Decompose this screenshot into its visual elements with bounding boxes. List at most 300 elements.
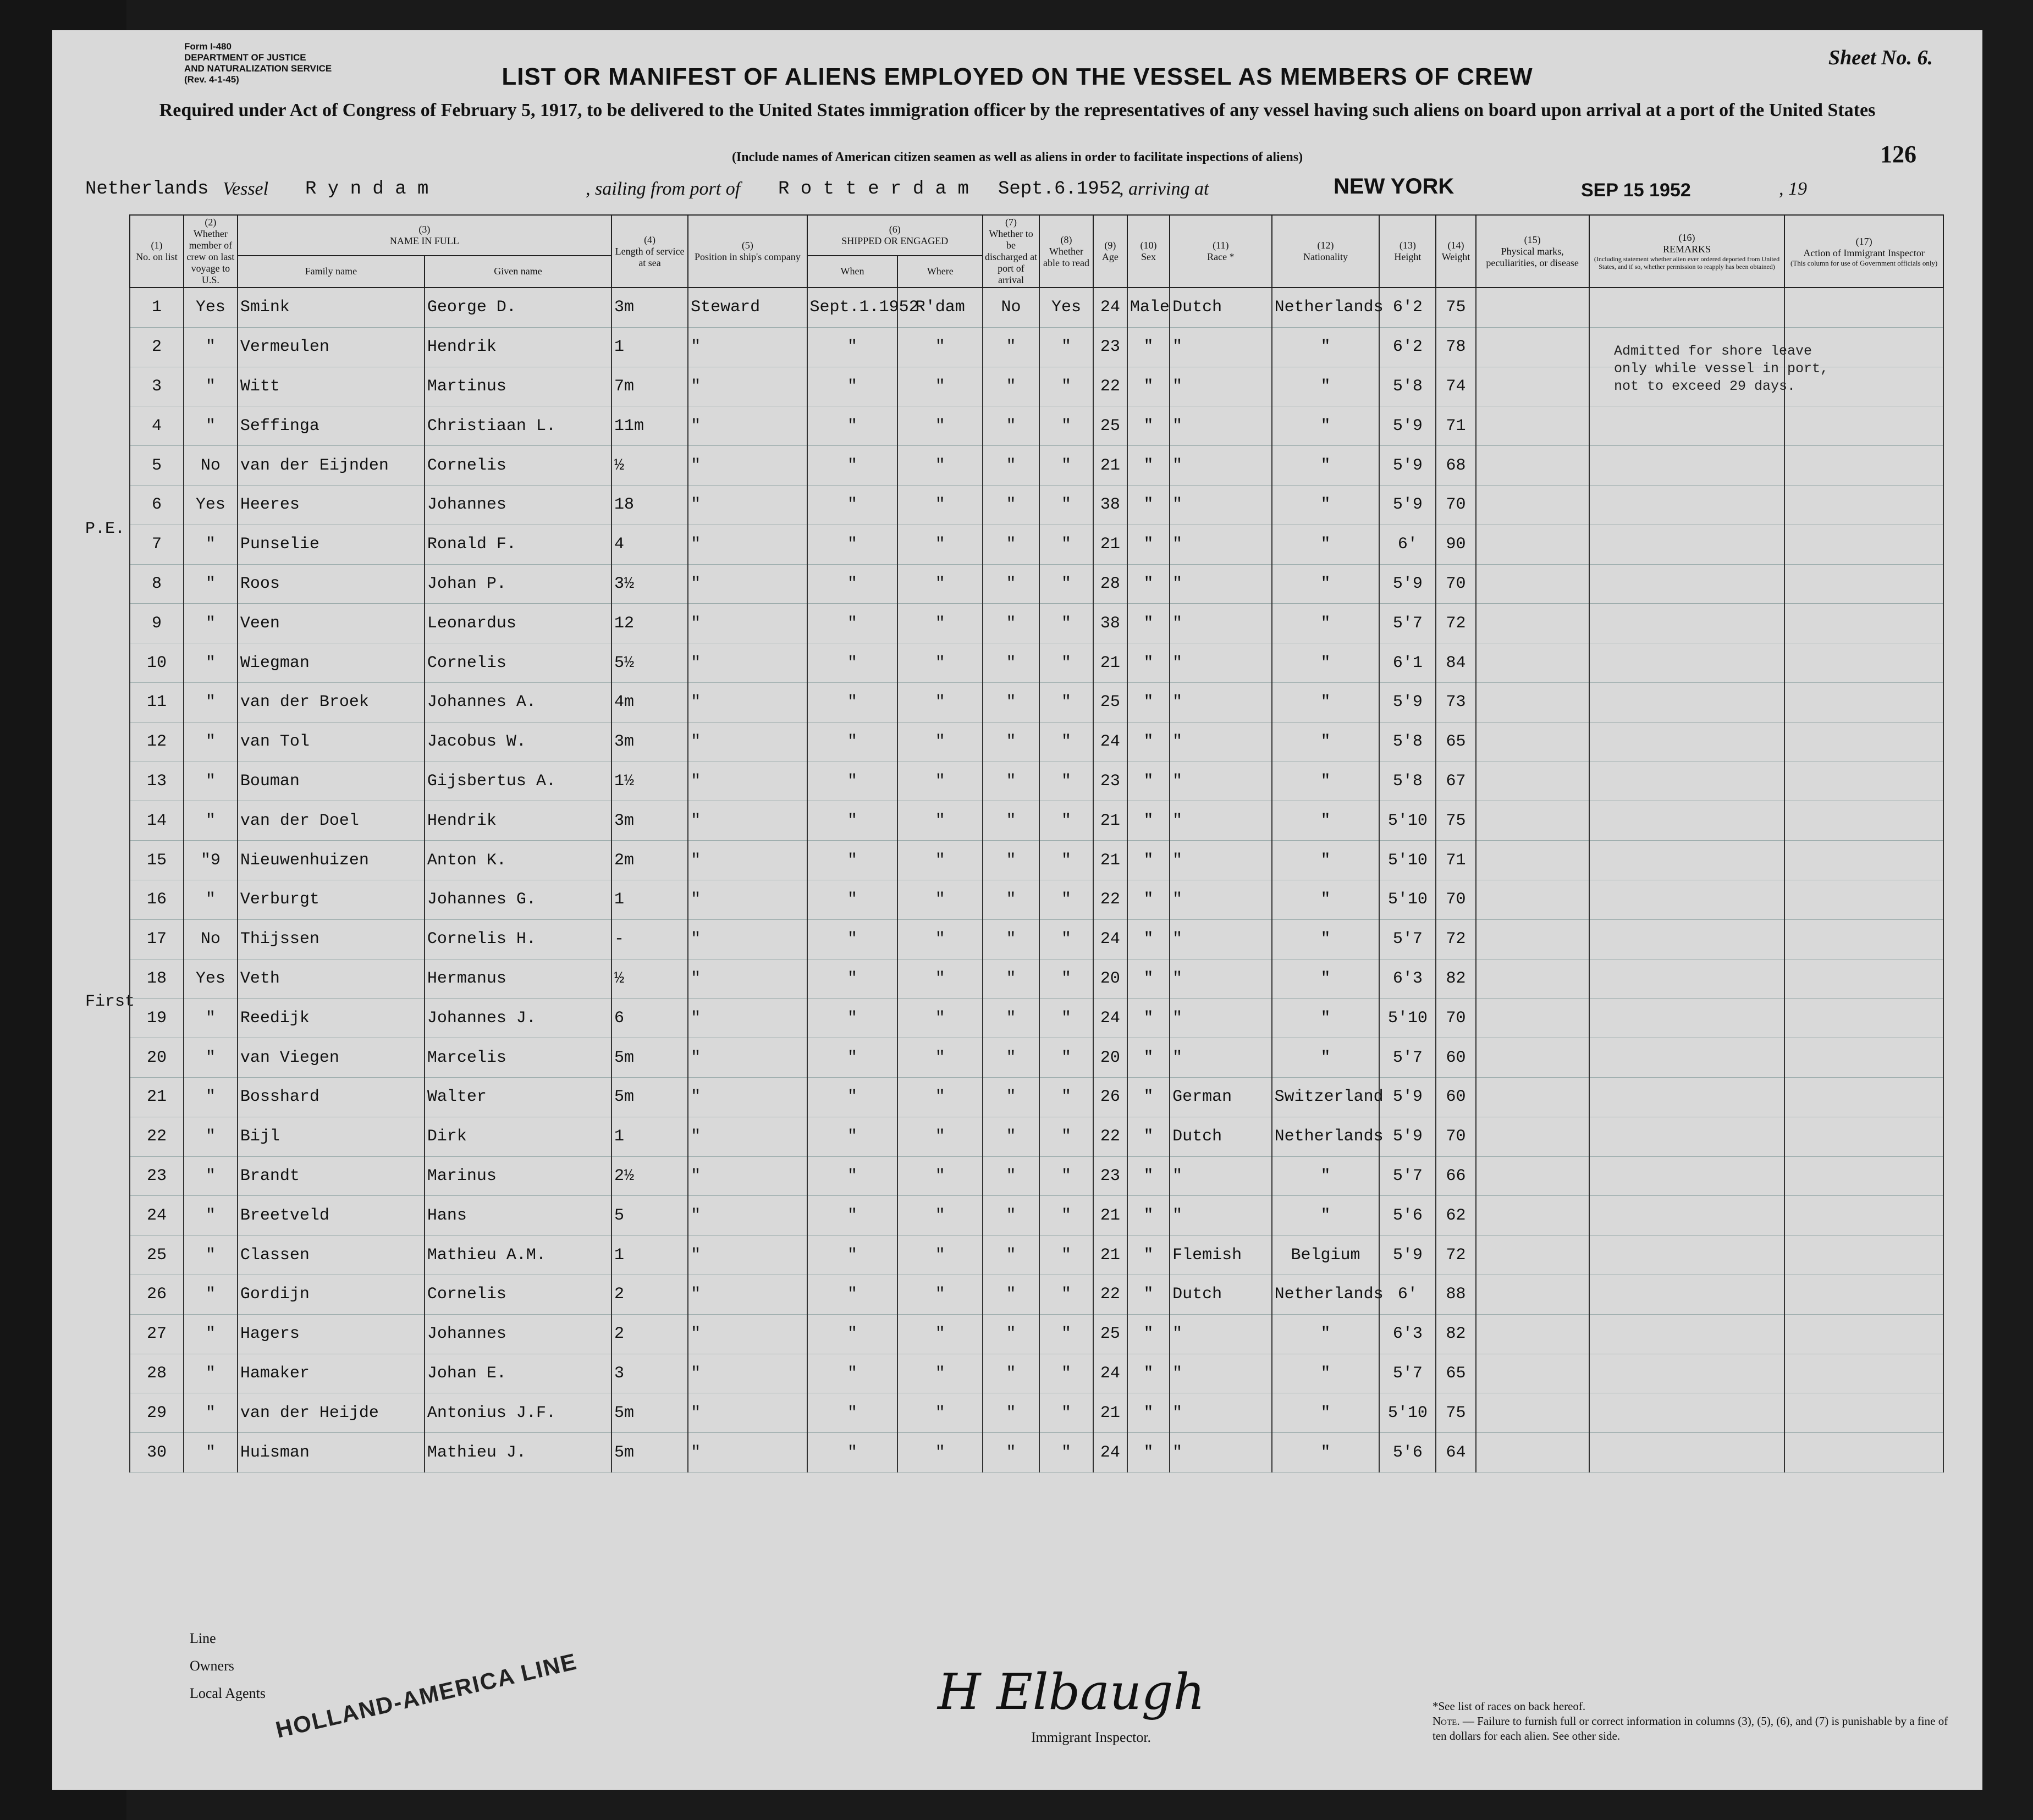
previous-voyage-cell: ": [184, 1236, 238, 1275]
table-row: [130, 1275, 1943, 1314]
table-row: [130, 643, 1943, 683]
discharged-cell: ": [983, 880, 1039, 919]
previous-voyage-cell: ": [184, 1393, 238, 1433]
nationality-cell: Belgium: [1272, 1236, 1380, 1275]
sex-cell: ": [1127, 643, 1170, 683]
given-name-cell: Mathieu A.M.: [425, 1236, 611, 1275]
able-to-read-cell: ": [1039, 1156, 1093, 1196]
race-cell: ": [1170, 722, 1272, 762]
nationality-cell: ": [1272, 880, 1380, 919]
physical-marks-cell: [1476, 1275, 1589, 1314]
year-label: , 19: [1779, 179, 1807, 199]
weight-cell: 88: [1436, 1275, 1475, 1314]
able-to-read-cell: ": [1039, 1393, 1093, 1433]
race-cell: ": [1170, 682, 1272, 722]
row-number-cell: 2: [130, 327, 184, 367]
given-name-cell: Christiaan L.: [425, 406, 611, 446]
able-to-read-cell: ": [1039, 841, 1093, 880]
given-name-cell: Antonius J.F.: [425, 1393, 611, 1433]
age-cell: 23: [1093, 1156, 1127, 1196]
remarks-cell: [1589, 1433, 1785, 1472]
sex-cell: ": [1127, 1156, 1170, 1196]
col-header-remarks: (16) REMARKS (Including statement whether alien ever ordered deported from United States, and if so, whether permission to reapply has been obtained): [1589, 215, 1785, 288]
shipped-when-cell: ": [807, 1117, 898, 1156]
previous-voyage-cell: "9: [184, 841, 238, 880]
col-header-family-name: Family name: [238, 256, 425, 288]
sex-cell: ": [1127, 1354, 1170, 1393]
nationality-cell: ": [1272, 959, 1380, 999]
given-name-cell: Anton K.: [425, 841, 611, 880]
table-row: [130, 1354, 1943, 1393]
race-cell: ": [1170, 643, 1272, 683]
remarks-cell: [1589, 525, 1785, 564]
given-name-cell: Cornelis: [425, 643, 611, 683]
nationality-cell: ": [1272, 1354, 1380, 1393]
given-name-cell: Johan E.: [425, 1354, 611, 1393]
sheet-label: Sheet No.: [1828, 46, 1912, 69]
crew-rows: [130, 288, 1943, 1472]
position-cell: ": [688, 801, 807, 841]
row-number-cell: 28: [130, 1354, 184, 1393]
able-to-read-cell: ": [1039, 604, 1093, 643]
shipped-where-cell: ": [897, 919, 983, 959]
height-cell: 5'7: [1379, 604, 1436, 643]
table-row: [130, 722, 1943, 762]
penalty-note: Note. — Failure to furnish full or correct information in columns (3), (5), (6), and (7) is punishable by a fine of ten dollars for each alien. See other side.: [1433, 1714, 1948, 1742]
position-cell: ": [688, 841, 807, 880]
remarks-cell: [1589, 288, 1785, 327]
inspector-action-cell: [1784, 959, 1943, 999]
inspector-action-cell: [1784, 1117, 1943, 1156]
inspector-action-cell: [1784, 1393, 1943, 1433]
remarks-cell: [1589, 1156, 1785, 1196]
discharged-cell: ": [983, 1393, 1039, 1433]
previous-voyage-cell: No: [184, 446, 238, 486]
previous-voyage-cell: ": [184, 643, 238, 683]
position-cell: ": [688, 446, 807, 486]
physical-marks-cell: [1476, 1354, 1589, 1393]
row-number-cell: 1: [130, 288, 184, 327]
service-length-cell: 2: [611, 1275, 688, 1314]
age-cell: 24: [1093, 1433, 1127, 1472]
position-cell: ": [688, 327, 807, 367]
discharged-cell: ": [983, 1236, 1039, 1275]
height-cell: 6': [1379, 525, 1436, 564]
row-number-cell: 16: [130, 880, 184, 919]
row-number-cell: 17: [130, 919, 184, 959]
age-cell: 28: [1093, 564, 1127, 604]
inspector-action-cell: [1784, 1275, 1943, 1314]
remarks-cell: [1589, 1393, 1785, 1433]
table-row: [130, 1236, 1943, 1275]
shipped-when-cell: ": [807, 722, 898, 762]
discharged-cell: ": [983, 1038, 1039, 1078]
table-row: [130, 525, 1943, 564]
given-name-cell: Johannes: [425, 1314, 611, 1354]
family-name-cell: Vermeulen: [238, 327, 425, 367]
nationality-cell: ": [1272, 485, 1380, 525]
weight-cell: 66: [1436, 1156, 1475, 1196]
physical-marks-cell: [1476, 327, 1589, 367]
discharged-cell: ": [983, 1077, 1039, 1117]
inspector-action-cell: [1784, 446, 1943, 486]
position-cell: ": [688, 1156, 807, 1196]
remarks-cell: [1589, 604, 1785, 643]
family-name-cell: Brandt: [238, 1156, 425, 1196]
race-cell: Dutch: [1170, 1275, 1272, 1314]
sex-cell: ": [1127, 1038, 1170, 1078]
nationality-cell: ": [1272, 682, 1380, 722]
nationality-cell: ": [1272, 1196, 1380, 1236]
able-to-read-cell: ": [1039, 801, 1093, 841]
service-length-cell: 3m: [611, 288, 688, 327]
row-number-cell: 13: [130, 762, 184, 801]
discharged-cell: ": [983, 1314, 1039, 1354]
discharged-cell: ": [983, 722, 1039, 762]
shipped-when-cell: ": [807, 446, 898, 486]
race-cell: ": [1170, 564, 1272, 604]
height-cell: 5'8: [1379, 367, 1436, 406]
height-cell: 5'7: [1379, 919, 1436, 959]
col-header-given-name: Given name: [425, 256, 611, 288]
age-cell: 23: [1093, 327, 1127, 367]
remarks-cell: [1589, 1236, 1785, 1275]
height-cell: 5'9: [1379, 485, 1436, 525]
age-cell: 20: [1093, 1038, 1127, 1078]
table-row: [130, 801, 1943, 841]
given-name-cell: Johan P.: [425, 564, 611, 604]
remarks-cell: [1589, 485, 1785, 525]
shipped-where-cell: ": [897, 1433, 983, 1472]
shipped-when-cell: ": [807, 485, 898, 525]
family-name-cell: Veen: [238, 604, 425, 643]
discharged-cell: ": [983, 841, 1039, 880]
race-cell: ": [1170, 999, 1272, 1038]
height-cell: 6'3: [1379, 1314, 1436, 1354]
family-name-cell: Classen: [238, 1236, 425, 1275]
table-row: [130, 1314, 1943, 1354]
service-length-cell: 3m: [611, 722, 688, 762]
shipped-where-cell: ": [897, 722, 983, 762]
table-row: [130, 1433, 1943, 1472]
discharged-cell: ": [983, 525, 1039, 564]
nationality-cell: ": [1272, 446, 1380, 486]
previous-voyage-cell: ": [184, 1038, 238, 1078]
service-length-cell: 3: [611, 1354, 688, 1393]
col-header-physical-marks: (15) Physical marks, peculiarities, or disease: [1476, 215, 1589, 288]
physical-marks-cell: [1476, 643, 1589, 683]
table-row: [130, 682, 1943, 722]
shipped-where-cell: ": [897, 564, 983, 604]
shipped-where-cell: ": [897, 367, 983, 406]
shipped-when-cell: ": [807, 880, 898, 919]
previous-voyage-cell: ": [184, 801, 238, 841]
weight-cell: 60: [1436, 1038, 1475, 1078]
family-name-cell: Witt: [238, 367, 425, 406]
col-header-service: (4) Length of service at sea: [611, 215, 688, 288]
height-cell: 5'8: [1379, 762, 1436, 801]
race-cell: ": [1170, 1393, 1272, 1433]
sex-cell: ": [1127, 1117, 1170, 1156]
nationality-cell: Switzerland: [1272, 1077, 1380, 1117]
service-length-cell: 2: [611, 1314, 688, 1354]
inspector-action-cell: [1784, 1156, 1943, 1196]
weight-cell: 71: [1436, 841, 1475, 880]
race-cell: ": [1170, 841, 1272, 880]
remarks-cell: [1589, 682, 1785, 722]
vessel-flag: Netherlands: [85, 179, 209, 200]
weight-cell: 72: [1436, 1236, 1475, 1275]
weight-cell: 82: [1436, 1314, 1475, 1354]
col-header-race: (11) Race *: [1170, 215, 1272, 288]
col-header-inspector-action: (17) Action of Immigrant Inspector (This column for use of Government officials only): [1784, 215, 1943, 288]
position-cell: ": [688, 1354, 807, 1393]
col-header-number: (1) No. on list: [130, 215, 184, 288]
height-cell: 5'10: [1379, 801, 1436, 841]
given-name-cell: Hendrik: [425, 327, 611, 367]
age-cell: 21: [1093, 446, 1127, 486]
previous-voyage-cell: ": [184, 1117, 238, 1156]
height-cell: 5'7: [1379, 1038, 1436, 1078]
given-name-cell: Hermanus: [425, 959, 611, 999]
previous-voyage-cell: ": [184, 762, 238, 801]
given-name-cell: Marinus: [425, 1156, 611, 1196]
physical-marks-cell: [1476, 1156, 1589, 1196]
previous-voyage-cell: ": [184, 999, 238, 1038]
shipped-when-cell: ": [807, 327, 898, 367]
physical-marks-cell: [1476, 525, 1589, 564]
row-number-cell: 7: [130, 525, 184, 564]
physical-marks-cell: [1476, 1433, 1589, 1472]
height-cell: 5'10: [1379, 1393, 1436, 1433]
able-to-read-cell: ": [1039, 682, 1093, 722]
race-cell: Flemish: [1170, 1236, 1272, 1275]
age-cell: 21: [1093, 1393, 1127, 1433]
col-header-shipped: (6) SHIPPED OR ENGAGED: [807, 215, 983, 256]
nationality-cell: ": [1272, 1038, 1380, 1078]
sex-cell: ": [1127, 525, 1170, 564]
service-length-cell: ½: [611, 959, 688, 999]
able-to-read-cell: ": [1039, 643, 1093, 683]
age-cell: 24: [1093, 999, 1127, 1038]
position-cell: ": [688, 1236, 807, 1275]
shipped-when-cell: ": [807, 919, 898, 959]
given-name-cell: Marcelis: [425, 1038, 611, 1078]
row-number-cell: 19: [130, 999, 184, 1038]
given-name-cell: Johannes: [425, 485, 611, 525]
shipped-when-cell: ": [807, 367, 898, 406]
family-name-cell: van der Broek: [238, 682, 425, 722]
arrival-port-stamp: NEW YORK: [1334, 174, 1454, 198]
family-name-cell: Roos: [238, 564, 425, 604]
col-header-nationality: (12) Nationality: [1272, 215, 1380, 288]
position-cell: Steward: [688, 288, 807, 327]
remarks-cell: [1589, 446, 1785, 486]
position-cell: ": [688, 564, 807, 604]
discharged-cell: ": [983, 801, 1039, 841]
row-number-cell: 8: [130, 564, 184, 604]
given-name-cell: Dirk: [425, 1117, 611, 1156]
col-header-position: (5) Position in ship's company: [688, 215, 807, 288]
previous-voyage-cell: ": [184, 1077, 238, 1117]
family-name-cell: Verburgt: [238, 880, 425, 919]
shipped-where-cell: ": [897, 1077, 983, 1117]
given-name-cell: Jacobus W.: [425, 722, 611, 762]
remarks-cell: [1589, 762, 1785, 801]
remarks-cell: [1589, 406, 1785, 446]
nationality-cell: ": [1272, 643, 1380, 683]
nationality-cell: ": [1272, 722, 1380, 762]
row-number-cell: 4: [130, 406, 184, 446]
given-name-cell: Martinus: [425, 367, 611, 406]
crew-manifest-table: [129, 214, 1944, 1472]
family-name-cell: Seffinga: [238, 406, 425, 446]
weight-cell: 90: [1436, 525, 1475, 564]
race-cell: ": [1170, 1038, 1272, 1078]
position-cell: ": [688, 1393, 807, 1433]
sheet-value: 6.: [1917, 46, 1933, 69]
inspector-action-cell: [1784, 485, 1943, 525]
age-cell: 22: [1093, 1117, 1127, 1156]
sex-cell: ": [1127, 1077, 1170, 1117]
previous-voyage-cell: ": [184, 880, 238, 919]
service-length-cell: 3½: [611, 564, 688, 604]
family-name-cell: Gordijn: [238, 1275, 425, 1314]
service-length-cell: 1: [611, 1236, 688, 1275]
service-length-cell: 2½: [611, 1156, 688, 1196]
family-name-cell: Hamaker: [238, 1354, 425, 1393]
race-cell: ": [1170, 1314, 1272, 1354]
physical-marks-cell: [1476, 288, 1589, 327]
shipped-where-cell: ": [897, 1314, 983, 1354]
family-name-cell: Thijssen: [238, 919, 425, 959]
remarks-cell: [1589, 880, 1785, 919]
given-name-cell: Leonardus: [425, 604, 611, 643]
discharged-cell: ": [983, 762, 1039, 801]
weight-cell: 70: [1436, 1117, 1475, 1156]
previous-voyage-cell: ": [184, 564, 238, 604]
nationality-cell: ": [1272, 1393, 1380, 1433]
arrival-date-stamp: SEP 15 1952: [1581, 180, 1691, 201]
discharged-cell: ": [983, 446, 1039, 486]
row-number-cell: 14: [130, 801, 184, 841]
service-length-cell: 18: [611, 485, 688, 525]
inspector-action-cell: [1784, 722, 1943, 762]
position-cell: ": [688, 1275, 807, 1314]
weight-cell: 75: [1436, 288, 1475, 327]
form-revision: (Rev. 4-1-45): [184, 74, 239, 85]
row-number-cell: 29: [130, 1393, 184, 1433]
age-cell: 25: [1093, 682, 1127, 722]
row-number-cell: 3: [130, 367, 184, 406]
weight-cell: 65: [1436, 1354, 1475, 1393]
row-number-cell: 25: [130, 1236, 184, 1275]
position-cell: ": [688, 722, 807, 762]
table-row: [130, 762, 1943, 801]
shipped-where-cell: ": [897, 1354, 983, 1393]
physical-marks-cell: [1476, 406, 1589, 446]
row-number-cell: 5: [130, 446, 184, 486]
discharged-cell: No: [983, 288, 1039, 327]
sex-cell: ": [1127, 604, 1170, 643]
shipped-where-cell: ": [897, 446, 983, 486]
col-header-age: (9) Age: [1093, 215, 1127, 288]
remarks-cell: [1589, 959, 1785, 999]
weight-cell: 71: [1436, 406, 1475, 446]
sex-cell: Male: [1127, 288, 1170, 327]
weight-cell: 67: [1436, 762, 1475, 801]
remarks-cell: [1589, 919, 1785, 959]
physical-marks-cell: [1476, 1117, 1589, 1156]
given-name-cell: Johannes G.: [425, 880, 611, 919]
weight-cell: 64: [1436, 1433, 1475, 1472]
physical-marks-cell: [1476, 801, 1589, 841]
remarks-cell: [1589, 999, 1785, 1038]
vessel-label: Vessel: [223, 179, 269, 199]
remarks-cell: [1589, 801, 1785, 841]
sex-cell: ": [1127, 1393, 1170, 1433]
age-cell: 38: [1093, 485, 1127, 525]
sex-cell: ": [1127, 959, 1170, 999]
shipped-where-cell: ": [897, 485, 983, 525]
service-length-cell: 3m: [611, 801, 688, 841]
inspector-action-cell: [1784, 801, 1943, 841]
row-number-cell: 27: [130, 1314, 184, 1354]
inspector-action-cell: [1784, 999, 1943, 1038]
discharged-cell: ": [983, 1354, 1039, 1393]
able-to-read-cell: ": [1039, 1077, 1093, 1117]
physical-marks-cell: [1476, 1236, 1589, 1275]
shipped-where-cell: ": [897, 1196, 983, 1236]
page-title: LIST OR MANIFEST OF ALIENS EMPLOYED ON THE VESSEL AS MEMBERS OF CREW: [502, 63, 1533, 90]
holland-america-line-stamp: HOLLAND-AMERICA LINE: [273, 1648, 580, 1743]
sex-cell: ": [1127, 919, 1170, 959]
height-cell: 5'9: [1379, 564, 1436, 604]
table-row: [130, 880, 1943, 919]
family-name-cell: Nieuwenhuizen: [238, 841, 425, 880]
shipped-when-cell: ": [807, 999, 898, 1038]
col-header-weight: (14) Weight: [1436, 215, 1475, 288]
remarks-cell: [1589, 643, 1785, 683]
nationality-cell: ": [1272, 999, 1380, 1038]
manifest-sheet: [52, 30, 1982, 1790]
weight-cell: 72: [1436, 919, 1475, 959]
discharged-cell: ": [983, 643, 1039, 683]
arriving-label: , arriving at: [1119, 179, 1209, 199]
shipped-when-cell: ": [807, 801, 898, 841]
physical-marks-cell: [1476, 880, 1589, 919]
height-cell: 6'1: [1379, 643, 1436, 683]
shipped-where-cell: ": [897, 327, 983, 367]
footnote: [1433, 1699, 1960, 1744]
able-to-read-cell: ": [1039, 1314, 1093, 1354]
race-cell: Dutch: [1170, 1117, 1272, 1156]
shipped-when-cell: ": [807, 1038, 898, 1078]
able-to-read-cell: ": [1039, 367, 1093, 406]
row-number-cell: 6: [130, 485, 184, 525]
family-name-cell: van Viegen: [238, 1038, 425, 1078]
col-header-height: (13) Height: [1379, 215, 1436, 288]
physical-marks-cell: [1476, 919, 1589, 959]
shipped-when-cell: ": [807, 1156, 898, 1196]
remarks-cell: [1589, 841, 1785, 880]
previous-voyage-cell: Yes: [184, 959, 238, 999]
race-cell: ": [1170, 880, 1272, 919]
weight-cell: 70: [1436, 485, 1475, 525]
able-to-read-cell: ": [1039, 919, 1093, 959]
table-row: [130, 604, 1943, 643]
service-length-cell: 1: [611, 327, 688, 367]
